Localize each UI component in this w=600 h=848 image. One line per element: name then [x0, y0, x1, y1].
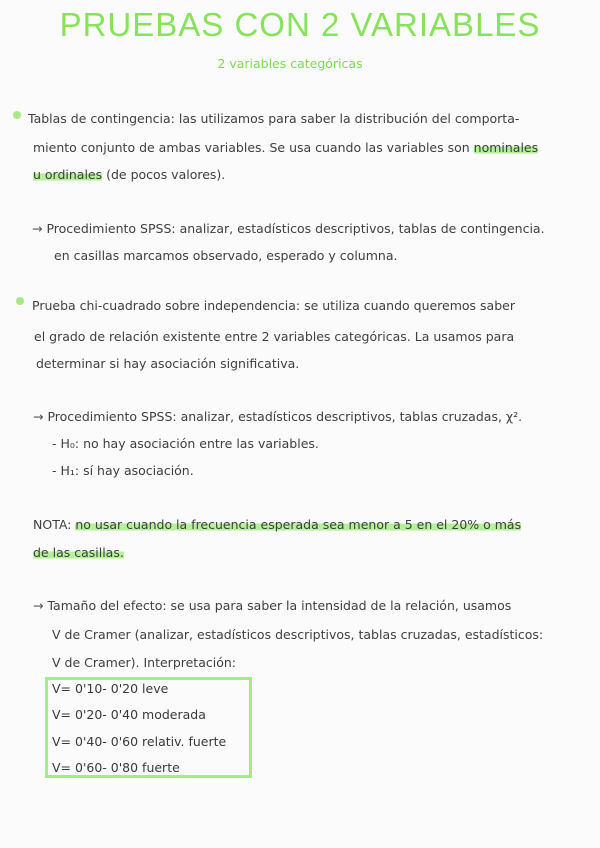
effect-size-line-2: V de Cramer (analizar, estadísticos descriptivos, tablas cruzadas, estadísticos: — [52, 627, 544, 642]
arrow-icon: → — [33, 409, 44, 424]
chi-square-line-1: Prueba chi-cuadrado sobre independencia: se utiliza cuando queremos saber — [32, 298, 515, 313]
contingency-line-2: miento conjunto de ambas variables. Se usa cuando las variables son nominales — [33, 140, 539, 155]
nota-line-1 — [33, 517, 521, 532]
highlight-nominales: nominales — [473, 140, 539, 155]
nota-line-2 — [33, 545, 124, 560]
chi-square-line-3: determinar si hay asociación significativa. — [36, 356, 300, 371]
hypothesis-h0: - H₀: no hay asociación entre las variables. — [52, 436, 319, 451]
cramer-range-row: V= 0'20- 0'40 moderada — [52, 707, 206, 722]
nota-label: NOTA: — [33, 517, 76, 532]
spss-procedure-1-cont: en casillas marcamos observado, esperado y columna. — [54, 248, 398, 263]
contingency-line-3: u ordinales (de pocos valores). — [33, 167, 226, 182]
bullet-dot — [16, 297, 24, 305]
highlight-ordinales: u ordinales — [33, 167, 103, 182]
highlight-nota: no usar cuando la frecuencia esperada sea menor a 5 en el 20% o más — [75, 517, 522, 532]
highlight-nota-2: de las casillas. — [33, 545, 124, 560]
spss-procedure-1: → Procedimiento SPSS: analizar, estadísticos descriptivos, tablas de contingencia. — [32, 221, 545, 236]
bullet-dot — [13, 111, 21, 119]
chi-square-line-2: el grado de relación existente entre 2 variables categóricas. La usamos para — [34, 329, 515, 344]
contingency-line-1: Tablas de contingencia: las utilizamos para saber la distribución del comporta- — [28, 111, 520, 126]
page-subtitle: 2 variables categóricas — [217, 56, 363, 71]
cramer-range-row: V= 0'10- 0'20 leve — [52, 681, 169, 696]
effect-size-line-3: V de Cramer). Interpretación: — [52, 655, 236, 670]
spss-procedure-2: → Procedimiento SPSS: analizar, estadísticos descriptivos, tablas cruzadas, χ². — [33, 409, 523, 424]
effect-size-line-1: → Tamaño del efecto: se usa para saber la intensidad de la relación, usamos — [33, 598, 512, 613]
cramer-range-row: V= 0'60- 0'80 fuerte — [52, 760, 180, 775]
page-title: PRUEBAS CON 2 VARIABLES — [59, 6, 541, 43]
arrow-icon: → — [32, 221, 43, 236]
cramer-range-row: V= 0'40- 0'60 relativ. fuerte — [52, 734, 227, 749]
hypothesis-h1: - H₁: sí hay asociación. — [52, 463, 194, 478]
arrow-icon: → — [33, 598, 44, 613]
